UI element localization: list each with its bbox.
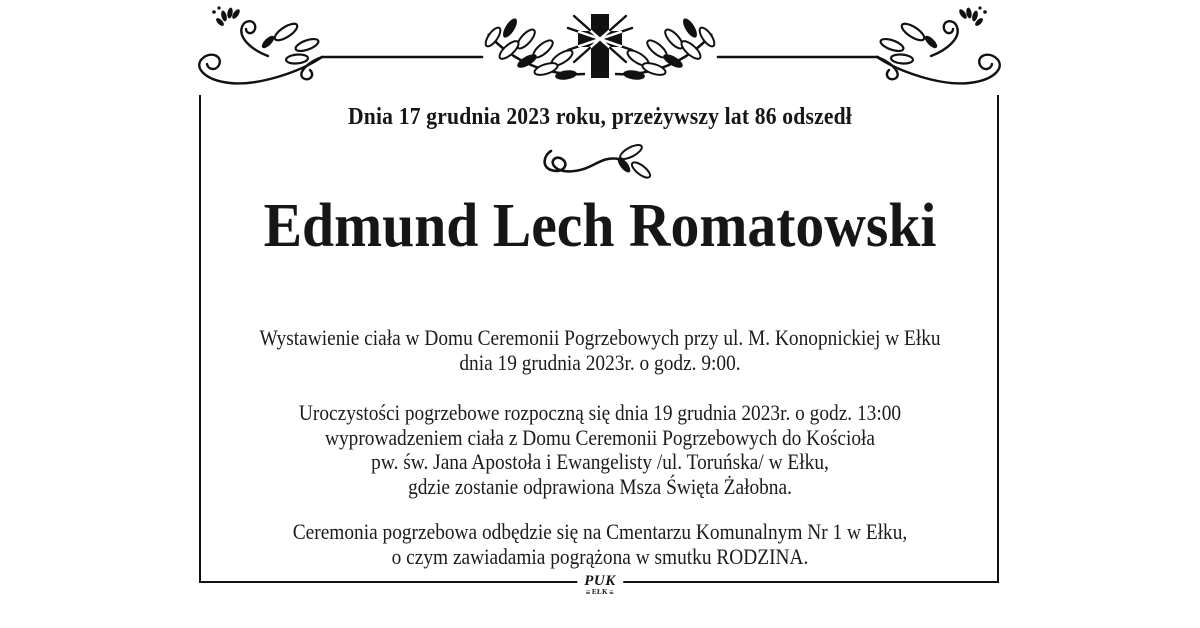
top-floral-divider <box>0 0 1200 95</box>
announcement-line: pw. św. Jana Apostoła i Ewangelisty /ul. Toruńska/ w Ełku, <box>371 449 829 474</box>
logo-line-decor-right: ≡ <box>609 588 615 597</box>
announcement-line: Wystawienie ciała w Domu Ceremonii Pogrzebowych przy ul. M. Konopnickiej w Ełku <box>259 325 941 350</box>
announcement-line: o czym zawiadamia pogrążona w smutku RODZINA. <box>391 543 809 569</box>
announcement-paragraph-uroczystosci <box>72 401 1128 499</box>
announcement-line: dnia 19 grudnia 2023r. o godz. 9:00. <box>459 349 741 375</box>
cross-icon <box>568 14 632 78</box>
announcement-line: Uroczystości pogrzebowe rozpoczną się dnia 19 grudnia 2023r. o godz. 13:00 <box>298 400 902 425</box>
announcement-paragraph-wystawienie <box>72 326 1128 375</box>
logo-secondary-text: EŁK <box>591 588 609 596</box>
announcement-line: gdzie zostanie odprawiona Msza Święta Żałobna. <box>408 473 792 499</box>
logo-primary-text: PUK <box>584 573 616 589</box>
intro-line: Dnia 17 grudnia 2023 roku, przeżywszy lat 86 odszedł <box>348 104 852 130</box>
announcement-line: wyprowadzeniem ciała z Domu Ceremonii Pogrzebowych do Kościoła <box>325 424 875 450</box>
announcement-line: Ceremonia pogrzebowa odbędzie się na Cmentarzu Komunalnym Nr 1 w Ełku, <box>292 519 908 544</box>
announcement-paragraph-ceremonia <box>72 520 1128 569</box>
puk-elk-logo <box>577 574 623 596</box>
deceased-name: Edmund Lech Romatowski <box>263 192 937 260</box>
leaf-flourish-icon <box>541 139 659 187</box>
logo-line-decor-left: ≡ <box>585 588 591 597</box>
